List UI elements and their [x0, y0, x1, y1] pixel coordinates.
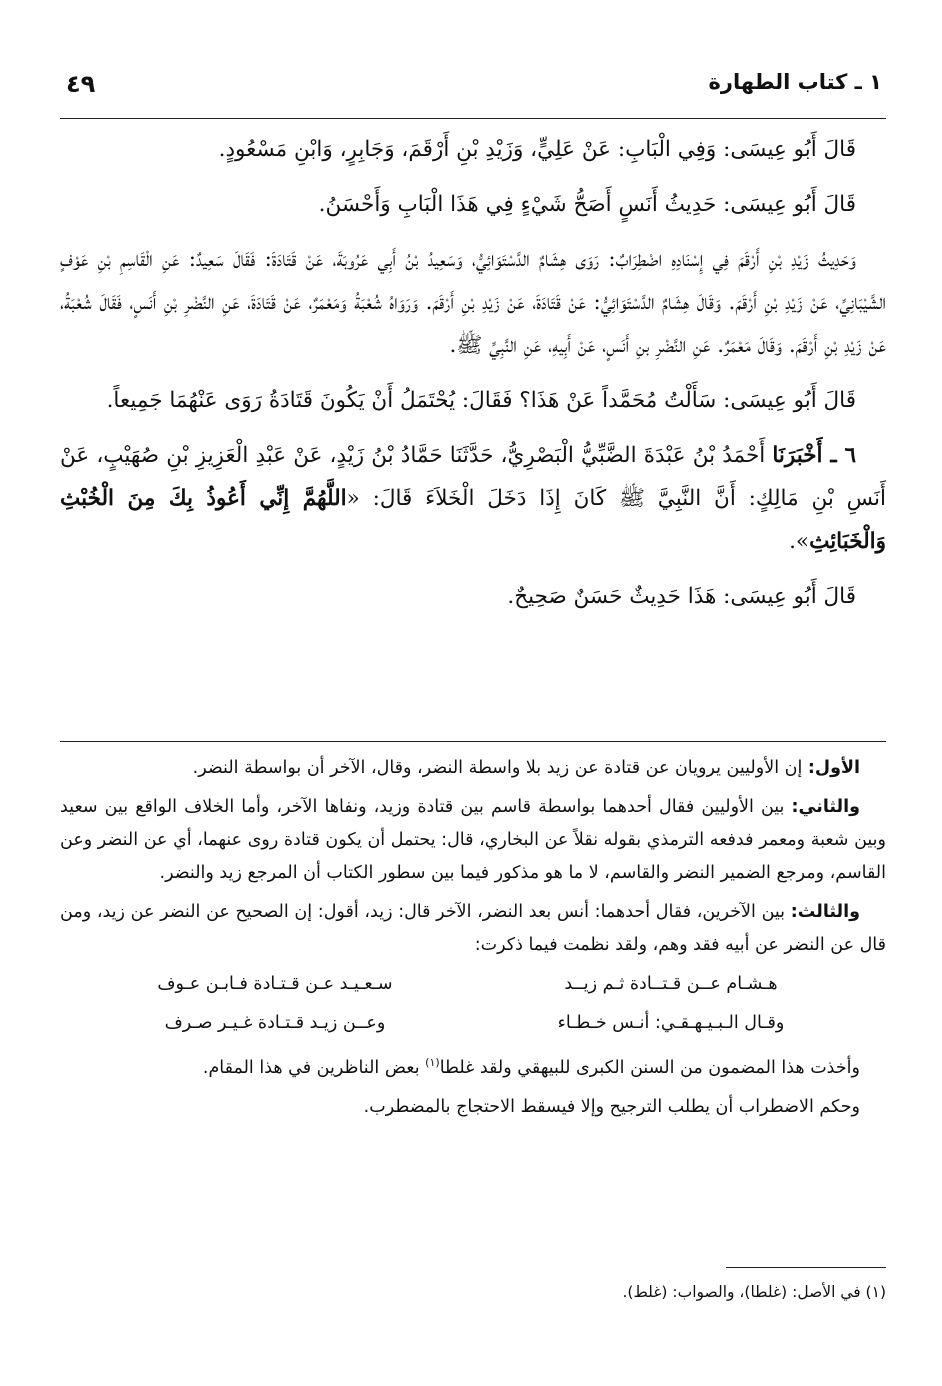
note-4-post: بعض الناظرين في هذا المقام. — [202, 1057, 420, 1078]
header-rule — [60, 118, 886, 119]
paragraph-3: وَحَدِيثُ زَيْدِ بْنِ أَرْقَمَ فِي إِسْنَادِهِ اضْطِرَابٌ: رَوَى هِشَامٌ الدَّسْتَوَائِيُّ، وَسَعِيدُ بْنُ أَبِي عَرُوبَةَ، عَنْ قَتَادَةَ: فَقَالَ سَعِيدٌ: عَنِ الْقَاسِمِ بْنِ عَوْفٍ الشَّيْبَانِيِّ، عَنْ زَيْدِ بْنِ أَرْقَمَ. وَقَالَ هِشَامٌ الدَّسْتَوَائِيُّ: عَنْ قَتَادَةَ، عَنْ زَيْدِ بْنِ أَرْقَمَ. وَرَوَاهُ شُعْبَةُ وَمَعْمَرٌ، عَنْ قَتَادَةَ، عَنِ النَّضْرِ بْنِ أَنَسٍ، فَقَالَ شُعْبَةُ، عَنْ زَيْدِ بْنِ أَرْقَمَ. وَقَالَ مَعْمَرٌ. عَنِ النَّضْرِ بنِ أَنَسٍ، عَنْ أَبِيهِ، عَنِ النَّبِيِّ ﷺ. — [60, 247, 886, 358]
book-page — [60, 0, 886, 1386]
chapter-title: ١ ـ كتاب الطهارة — [708, 70, 882, 94]
paragraph-5 — [60, 434, 886, 563]
page-number: ٤٩ — [66, 70, 96, 98]
note-2-label: والثاني: — [791, 797, 860, 817]
hadith-text — [60, 128, 886, 630]
note-2-text: بين الأوليين فقال أحدهما بواسطة قاسم بين قتادة وزيد، ونفاها الآخر، وأما الخلاف الواقع بين سعيد وبين شعبة ومعمر فدفعه الترمذي بقوله نقلاً عن البخاري، قال: يحتمل أن يكون قتادة روى عنهما، أي عن النضر وعن القاسم، ومرجع الضمير النضر والقاسم، لا ما هو مذكور فيما بين سطور الكتاب أن المرجع زيد والنضر. — [60, 797, 886, 883]
footnote-reference[interactable]: (١) — [425, 1056, 440, 1069]
hadith-number-lead: ٦ ـ أَخْبَرَنَا — [772, 443, 856, 468]
note-2 — [60, 791, 886, 890]
verse-line-2 — [60, 1007, 886, 1040]
verse-2-second-hemistich: وعــن زيـد قـتـادة غـيـر صـرف — [164, 1013, 386, 1033]
page-header — [60, 66, 886, 102]
paragraph-1: قَالَ أَبُو عِيسَى: وَفِي الْبَابِ: عَنْ عَلِيٍّ، وَزَيْدِ بْنِ أَرْقَمَ، وَجَابِرٍ، وَابْنِ مَسْعُودٍ. — [218, 137, 856, 162]
note-1-text: إن الأوليين يرويان عن قتادة عن زيد بلا واسطة النضر، وقال، الآخر أن بواسطة النضر. — [192, 758, 803, 778]
verse-line-1 — [60, 968, 886, 1001]
footnote: (١) في الأصل: (غلطا)، والصواب: (غلط). — [622, 1283, 886, 1301]
hadith-dua: اللَّهُمَّ إِنِّي أَعُوذُ بِكَ مِنَ الْخُبْثِ وَالْخَبَائِثِ — [60, 486, 886, 554]
verse-2-first-hemistich: وقـال الـبـيـهـقـي: أنـس خـطـاء — [557, 1013, 785, 1033]
note-3-label: والثالث: — [790, 902, 860, 922]
paragraph-2: قَالَ أَبُو عِيسَى: حَدِيثُ أَنَسٍ أَصَحُّ شَيْءٍ فِي هَذَا الْبَابِ وَأَحْسَنُ. — [318, 192, 856, 217]
commentary — [60, 752, 886, 1130]
verse-1-second-hemistich: سـعـيـد عـن قـتـادة فـابـن عـوف — [157, 974, 393, 994]
note-4 — [60, 1046, 886, 1085]
hadith-end: ». — [789, 529, 810, 554]
hadith-isnad: أَحْمَدُ بْنُ عَبْدَةَ الضَّبِّيُّ الْبَصْرِيُّ، حَدَّثَنَا حَمَّادُ بْنُ زَيْدٍ، عَنْ عَبْدِ الْعَزِيزِ بْنِ صُهَيْبٍ، عَنْ أَنَسِ بْنِ مَالِكٍ: أَنَّ النَّبِيَّ ﷺ كَانَ إِذَا دَخَلَ الْخَلاَءَ قَالَ: « — [60, 443, 886, 511]
note-4-pre: وأخذت هذا المضمون من السنن الكبرى للبيهقي ولقد غلطا — [439, 1057, 860, 1078]
paragraph-4: قَالَ أَبُو عِيسَى: سَأَلْتُ مُحَمَّداً عَنْ هَذَا؟ فَقَالَ: يُحْتَمَلُ أَنْ يَكُونَ قَتَادَةُ رَوَى عَنْهُمَا جَمِيعاً. — [106, 388, 856, 413]
verse-1-first-hemistich: هـشـام عــن قـتــادة ثـم زيــد — [564, 974, 778, 994]
footnote-rule — [726, 1267, 886, 1268]
note-3-text: بين الآخرين، فقال أحدهما: أنس بعد النضر، الآخر قال: زيد، أقول: إن الصحيح عن النضر عن زيد، ومن قال عن النضر عن أبيه فقد وهم، ولقد نظمت فيما ذكرت: — [60, 902, 886, 955]
note-1-label: الأول: — [807, 758, 860, 778]
note-3 — [60, 896, 886, 962]
paragraph-6: قَالَ أَبُو عِيسَى: هَذَا حَدِيثٌ حَسَنٌ صَحِيحٌ. — [507, 584, 856, 609]
note-1 — [60, 752, 886, 785]
notes-rule — [60, 741, 886, 742]
note-5: وحكم الاضطراب أن يطلب الترجيح وإلا فيسقط الاحتجاج بالمضطرب. — [363, 1096, 860, 1117]
